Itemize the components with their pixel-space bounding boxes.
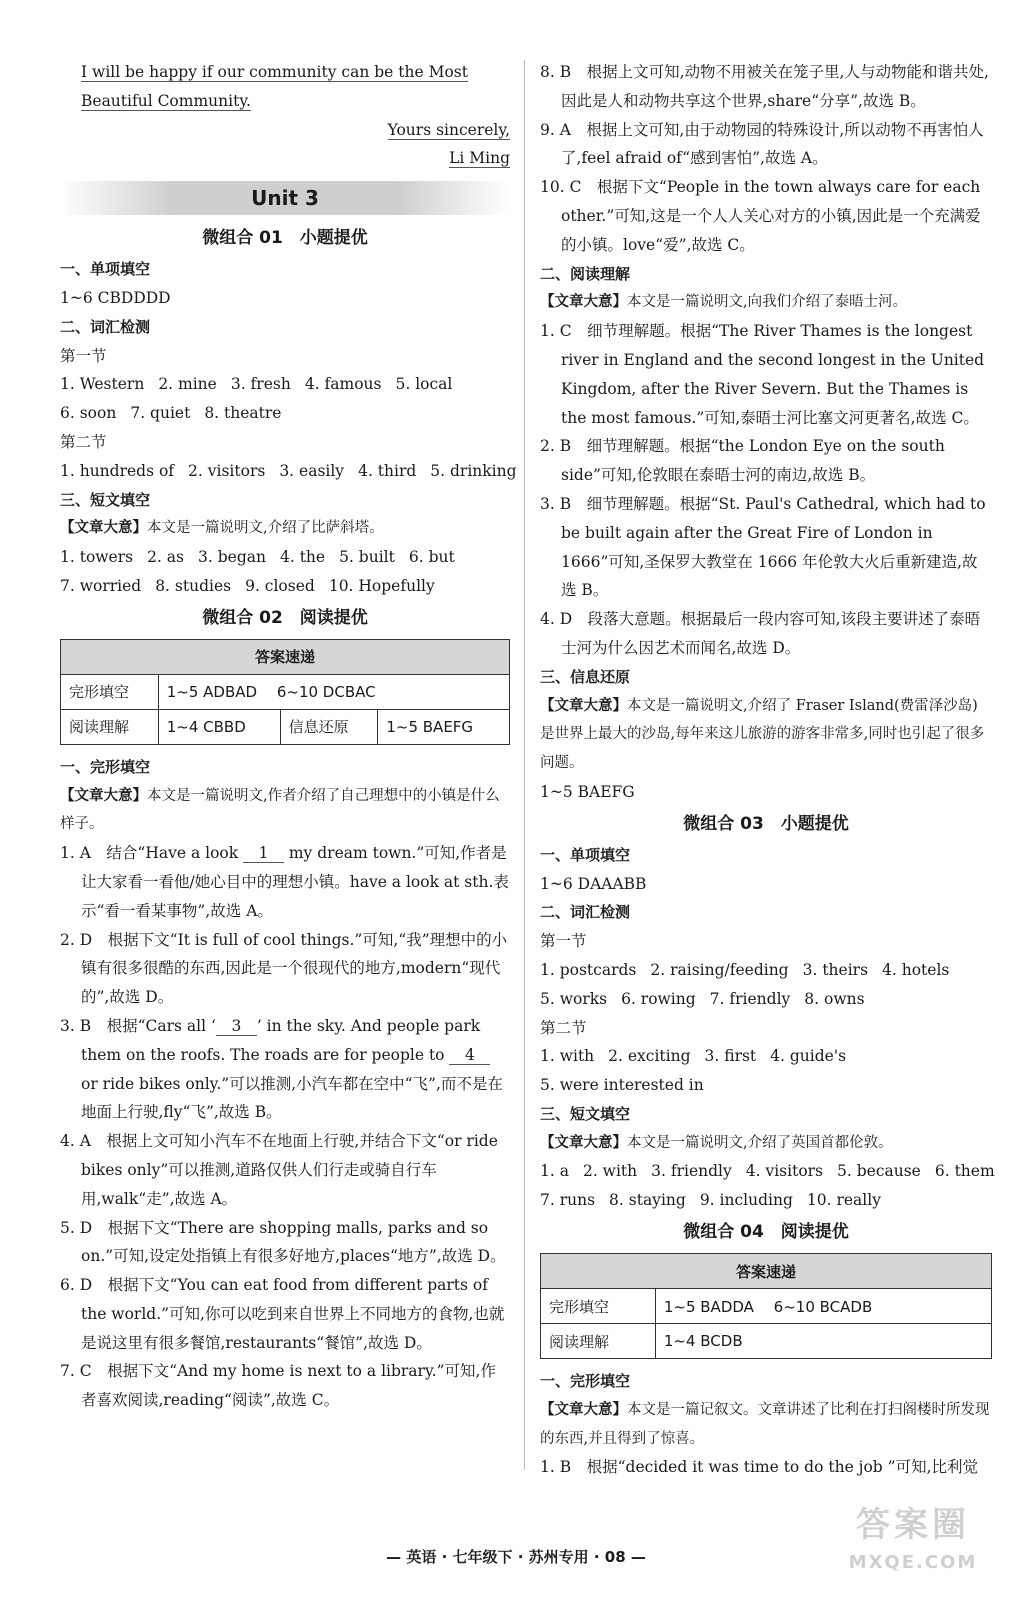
answer-item: 8. studies xyxy=(155,576,232,595)
answer-item: 2. as xyxy=(147,548,185,567)
answer-item: 1. towers xyxy=(60,548,134,567)
answer-item: 3. friendly xyxy=(651,1162,732,1181)
answer-row xyxy=(60,457,517,486)
answer-item: 1. postcards xyxy=(540,960,637,979)
answer-row xyxy=(540,1186,992,1215)
section-title-m03: 微组合 03 小题提优 xyxy=(683,813,849,834)
answer-item: 5. local xyxy=(395,375,453,394)
table-cell: 1~5 BAEFG xyxy=(378,709,510,744)
table-cell: 完形填空 xyxy=(61,674,159,709)
answer-item: 5. drinking xyxy=(430,461,517,480)
answer-item: 4. hotels xyxy=(882,960,950,979)
answer-item: 2. with xyxy=(582,1162,638,1181)
explanation-item: 4. D 段落大意题。根据最后一段内容可知,该段主要讲述了泰晤士河为什么因艺术而闻名,故选 D。 xyxy=(540,610,981,657)
answer-item: 2. raising/feeding xyxy=(650,960,789,979)
table-cell: 阅读理解 xyxy=(61,709,159,744)
table-header: 答案速递 xyxy=(541,1254,992,1289)
heading-cloze: 一、完形填空 xyxy=(60,757,151,776)
answer-item: 6. rowing xyxy=(621,989,696,1008)
watermark-text: 答案圈 xyxy=(856,1505,970,1545)
blank: 3 xyxy=(215,1016,257,1035)
answer-line: 1~6 DAAABB xyxy=(540,874,647,893)
answer-row xyxy=(540,1042,992,1071)
answer-item: 3. first xyxy=(704,1047,757,1066)
answer-item: 1. a xyxy=(540,1162,569,1181)
table-cell: 1~4 BCDB xyxy=(655,1324,991,1359)
blank: 1 xyxy=(243,844,284,863)
watermark-logo xyxy=(818,1500,1008,1592)
explanation-item: 1. A 结合“Have a look 1 my dream town.”可知,作者是让大家看一看他/她心目中的理想小镇。have a look at sth.表示“看一看某事物”,故选 A。 xyxy=(60,844,509,920)
answer-item: 6. soon xyxy=(60,404,117,423)
answer-item: 5. because xyxy=(837,1162,921,1181)
answer-item: 7. runs xyxy=(540,1191,596,1210)
heading-vocab: 二、词汇检测 xyxy=(540,903,631,922)
page-footer: — 英语 · 七年级下 · 苏州专用 · 08 — xyxy=(386,1548,646,1566)
answer-item: 3. began xyxy=(198,548,266,567)
heading-single-choice: 一、单项填空 xyxy=(60,260,151,279)
explanation-item: 7. C 根据下文“And my home is next to a library.”可知,作者喜欢阅读,reading“阅读”,故选 C。 xyxy=(60,1362,496,1410)
sub-heading: 第一节 xyxy=(540,932,587,951)
explanation-item: 4. A 根据上文可知小汽车不在地面上行驶,并结合下文“or ride bikes only”可以推测,道路仅供人们行走或骑自行车用,walk“走”,故选 A。 xyxy=(60,1132,498,1208)
table-cell: 完形填空 xyxy=(541,1289,656,1324)
section-title-m01: 微组合 01 小题提优 xyxy=(202,228,368,249)
answer-item: 6. but xyxy=(408,548,455,567)
answer-item: 7. worried xyxy=(60,576,142,595)
section-title-m02: 微组合 02 阅读提优 xyxy=(202,607,368,628)
sub-heading: 第二节 xyxy=(540,1018,587,1037)
heading-passage-fill: 三、短文填空 xyxy=(60,490,151,509)
answer-item: 5. works xyxy=(540,989,608,1008)
table-header: 答案速递 xyxy=(61,639,510,674)
answer-line: 1~6 CBDDDD xyxy=(60,288,171,307)
answer-item: 7. friendly xyxy=(709,989,791,1008)
answer-item: 2. visitors xyxy=(188,461,266,480)
explanation-item: 2. D 根据下文“It is full of cool things.”可知,“我”理想中的小镇有很多很酷的东西,因此是一个很现代的地方,modern“现代的”,故选 D。 xyxy=(60,930,508,1007)
article-summary: 【文章大意】本文是一篇说明文,向我们介绍了泰晤士河。 xyxy=(540,294,908,311)
explanation-item: 9. A 根据上文可知,由于动物园的特殊设计,所以动物不再害怕人了,feel afraid of“感到害怕”,故选 A。 xyxy=(540,120,984,168)
explanation-item: 1. C 细节理解题。根据“The River Thames is the longest river in England and the second longest in the United Kingdom, after the River Severn. But the Thames is the most famous.”可知,泰晤士河比塞文河更著名,故选 C。 xyxy=(540,322,985,427)
answer-item: 4. visitors xyxy=(745,1162,824,1181)
answer-item: 2. exciting xyxy=(608,1047,691,1066)
table-cell: 信息还原 xyxy=(280,709,378,744)
answer-item: 2. mine xyxy=(158,375,217,394)
answer-row xyxy=(540,985,992,1014)
answer-row xyxy=(540,956,992,985)
answer-item: 7. quiet xyxy=(130,404,191,423)
answer-item: 3. fresh xyxy=(230,375,291,394)
answer-table xyxy=(540,1253,992,1359)
table-cell: 阅读理解 xyxy=(541,1324,656,1359)
letter-text: I will be happy if our community can be the Most Beautiful Community. xyxy=(81,63,468,110)
heading-vocab: 二、词汇检测 xyxy=(60,317,151,336)
article-summary: 【文章大意】本文是一篇说明文,介绍了 Fraser Island(费雷泽沙岛)是世界上最大的沙岛,每年来这儿旅游的游客非常多,同时也引起了很多问题。 xyxy=(540,697,985,772)
explanation-item: 5. D 根据下文“There are shopping malls, parks and so on.”可知,设定处指镇上有很多好地方,places“地方”,故选 D。 xyxy=(60,1218,506,1266)
section-title-m04: 微组合 04 阅读提优 xyxy=(683,1222,849,1243)
answer-row xyxy=(540,1071,992,1100)
answer-item: 3. theirs xyxy=(802,960,869,979)
answer-item: 1. Western xyxy=(60,375,145,394)
article-summary: 【文章大意】本文是一篇说明文,介绍了英国首都伦敦。 xyxy=(540,1134,893,1151)
answer-item: 5. built xyxy=(339,548,395,567)
answer-item: 8. staying xyxy=(609,1191,686,1210)
sub-heading: 第一节 xyxy=(60,346,107,365)
unit-title: Unit 3 xyxy=(60,181,510,215)
explanation-item: 10. C 根据下文“People in the town always care for each other.”可知,这是一个人人关心对方的小镇,因此是一个充满爱的小镇。love“爱”,故选 C。 xyxy=(540,178,981,254)
answer-row xyxy=(60,572,510,601)
column-divider xyxy=(524,60,525,1470)
heading-reading: 二、阅读理解 xyxy=(540,264,631,283)
letter-paragraph xyxy=(60,58,510,116)
answer-item: 8. theatre xyxy=(204,404,282,423)
explanation-item: 6. D 根据下文“You can eat food from different parts of the world.”可知,你可以吃到来自世界上不同地方的食物,也就是说这里有很多餐馆,restaurants“餐馆”,故选 D。 xyxy=(60,1276,505,1352)
explanation-item: 3. B 细节理解题。根据“St. Paul's Cathedral, which had to be built again after the Great Fire of London in 1666”可知,圣保罗大教堂在 1666 年伦敦大火后重新建造,故选 B。 xyxy=(540,494,986,600)
table-cell: 1~4 CBBD xyxy=(158,709,280,744)
article-summary: 【文章大意】本文是一篇记叙文。文章讲述了比利在打扫阁楼时所发现的东西,并且得到了惊喜。 xyxy=(540,1401,990,1447)
left-column xyxy=(60,58,517,1415)
answer-item: 3. easily xyxy=(279,461,345,480)
table-cell: 1~5 ADBAD 6~10 DCBAC xyxy=(158,674,509,709)
answer-item: 4. famous xyxy=(304,375,382,394)
answer-item: 4. guide's xyxy=(770,1047,847,1066)
right-column xyxy=(540,58,995,1482)
heading-single-choice: 一、单项填空 xyxy=(540,845,631,864)
answer-item: 1. with xyxy=(540,1047,595,1066)
answer-table xyxy=(60,639,510,745)
heading-cloze: 一、完形填空 xyxy=(540,1372,631,1391)
answer-item: 4. the xyxy=(279,548,326,567)
answer-row xyxy=(60,543,510,572)
table-cell: 1~5 BADDA 6~10 BCADB xyxy=(655,1289,991,1324)
watermark-url: MXQE.COM xyxy=(848,1552,978,1573)
answer-item: 9. closed xyxy=(245,576,315,595)
answer-item: 4. third xyxy=(358,461,417,480)
answer-item: 10. Hopefully xyxy=(328,576,435,595)
answer-item: 6. them xyxy=(934,1162,995,1181)
letter-closing: Yours sincerely, xyxy=(387,120,510,139)
sub-heading: 第二节 xyxy=(60,432,107,451)
answer-row xyxy=(60,399,510,428)
explanation-item: 1. B 根据“decided it was time to do the job ”可知,比利觉 xyxy=(540,1458,979,1477)
answer-item: 5. were interested in xyxy=(540,1076,704,1095)
explanation-item: 8. B 根据上文可知,动物不用被关在笼子里,人与动物能和谐共处,因此是人和动物共享这个世界,share“分享”,故选 B。 xyxy=(540,63,989,110)
answer-item: 8. owns xyxy=(804,989,865,1008)
blank: 4 xyxy=(449,1045,491,1064)
answer-line: 1~5 BAEFG xyxy=(540,782,635,801)
answer-item: 1. hundreds of xyxy=(60,461,175,480)
answer-row xyxy=(540,1157,995,1186)
article-summary: 【文章大意】本文是一篇说明文,介绍了比萨斜塔。 xyxy=(60,520,384,537)
answer-row xyxy=(60,370,510,399)
answer-item: 10. really xyxy=(806,1191,881,1210)
explanation-item: 3. B 根据“Cars all ‘ 3 ’ in the sky. And people park them on the roofs. The roads are for people to 4 or ride bikes only.”可以推测,小汽车都在空中“飞”,而不是在地面上行驶,fly“飞”,故选 B。 xyxy=(60,1016,503,1122)
heading-passage-fill: 三、短文填空 xyxy=(540,1104,631,1123)
explanation-item: 2. B 细节理解题。根据“the London Eye on the south side”可知,伦敦眼在泰晤士河的南边,故选 B。 xyxy=(540,437,945,485)
answer-item: 9. including xyxy=(699,1191,793,1210)
letter-signature: Li Ming xyxy=(449,149,510,168)
heading-info-restore: 三、信息还原 xyxy=(540,667,631,686)
article-summary: 【文章大意】本文是一篇说明文,作者介绍了自己理想中的小镇是什么样子。 xyxy=(60,787,500,833)
